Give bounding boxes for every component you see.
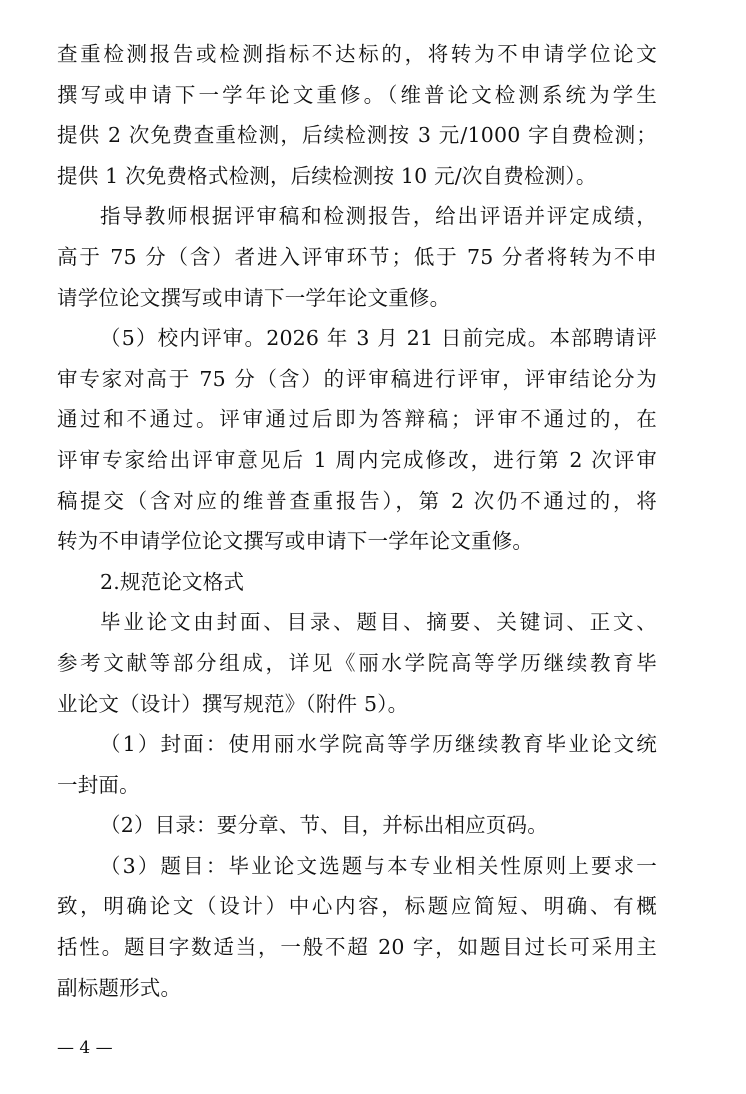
text-line-8: （5）校内评审。2026 年 3 月 21 日前完成。本部聘请评 (100, 326, 657, 351)
text-line-19: 一封面。 (57, 772, 140, 797)
section-heading: 2.规范论文格式 (100, 569, 245, 594)
text-line-12: 稿提交（含对应的维普查重报告），第 2 次仍不通过的，将 (57, 488, 657, 513)
text-line-22: 致，明确论文（设计）中心内容，标题应简短、明确、有概 (57, 894, 657, 919)
text-line-24: 副标题形式。 (57, 975, 182, 1000)
text-line-11: 评审专家给出评审意见后 1 周内完成修改，进行第 2 次评审 (57, 447, 657, 472)
text-line-9: 审专家对高于 75 分（含）的评审稿进行评审，评审结论分为 (57, 366, 657, 391)
text-line-23: 括性。题目字数适当，一般不超 20 字，如题目过长可采用主 (57, 935, 657, 960)
text-line-15: 毕业论文由封面、目录、题目、摘要、关键词、正文、 (100, 610, 657, 635)
text-line-1: 查重检测报告或检测指标不达标的，将转为不申请学位论文 (57, 42, 657, 66)
text-line-6: 高于 75 分（含）者进入评审环节；低于 75 分者将转为不申 (57, 244, 657, 269)
document-body (57, 34, 657, 1008)
text-line-10: 通过和不通过。评审通过后即为答辩稿；评审不通过的，在 (57, 407, 657, 432)
text-line-5: 指导教师根据评审稿和检测报告，给出评语并评定成绩， (100, 204, 657, 229)
text-line-21: （3）题目：毕业论文选题与本专业相关性原则上要求一 (100, 853, 657, 878)
text-line-7: 请学位论文撰写或申请下一学年论文重修。 (57, 285, 451, 310)
page-number: — 4 — (57, 1038, 113, 1058)
text-line-20: （2）目录：要分章、节、目，并标出相应页码。 (100, 813, 548, 838)
text-line-16: 参考文献等部分组成，详见《丽水学院高等学历继续教育毕 (57, 650, 657, 675)
text-line-13: 转为不申请学位论文撰写或申请下一学年论文重修。 (57, 529, 534, 554)
text-line-4: 提供 1 次免费格式检测，后续检测按 10 元/次自费检测）。 (57, 163, 597, 188)
text-line-18: （1）封面：使用丽水学院高等学历继续教育毕业论文统 (100, 732, 657, 757)
text-line-2: 撰写或申请下一学年论文重修。（维普论文检测系统为学生 (57, 82, 657, 107)
text-line-17: 业论文（设计）撰写规范》（附件 5）。 (57, 691, 409, 716)
text-line-3: 提供 2 次免费查重检测，后续检测按 3 元/1000 字自费检测； (57, 123, 657, 148)
